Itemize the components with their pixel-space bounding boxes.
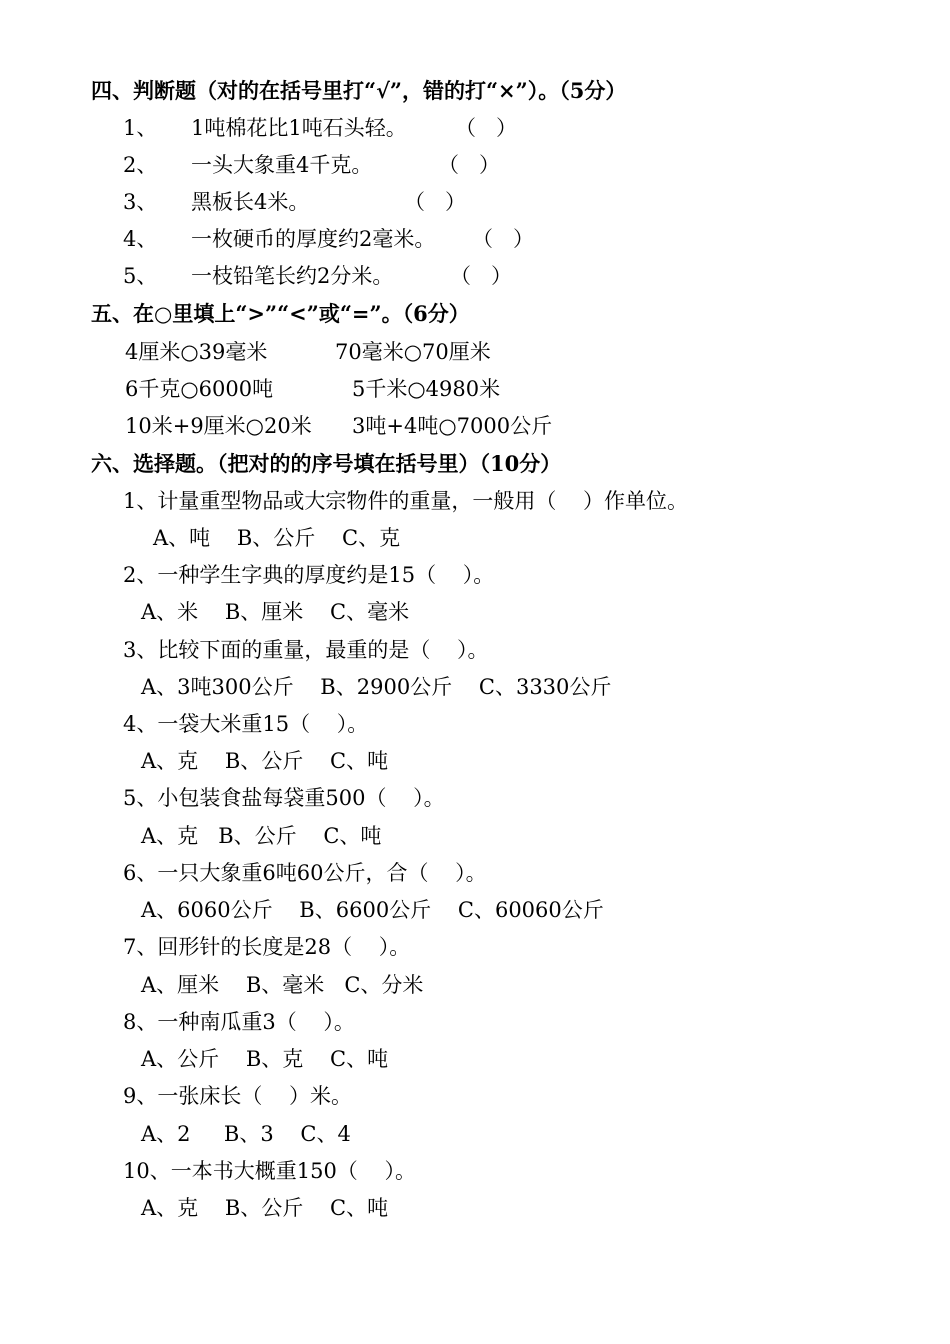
choice-options-1: A、吨 B、公斤 C、克 bbox=[153, 526, 401, 550]
choice-options-8: A、公斤 B、克 C、吨 bbox=[141, 1047, 389, 1071]
judge-item-3-answer-blank[interactable]: （ ） bbox=[404, 190, 467, 214]
compare-row-3-right: 3吨+4吨○7000公斤 bbox=[352, 414, 553, 438]
judge-item-3-number: 3、 bbox=[123, 190, 158, 214]
judge-item-1-number: 1、 bbox=[123, 116, 158, 140]
choice-question-5: 5、小包装食盐每袋重500（ ）。 bbox=[123, 786, 445, 810]
section4-heading: 四、判断题（对的在括号里打“√”，错的打“×”）。（5分） bbox=[91, 78, 627, 103]
judge-item-1-text: 1吨棉花比1吨石头轻。 bbox=[191, 116, 407, 140]
judge-item-2-answer-blank[interactable]: （ ） bbox=[438, 153, 501, 177]
choice-question-10: 10、一本书大概重150（ ）。 bbox=[123, 1159, 417, 1183]
compare-row-2-left: 6千克○6000吨 bbox=[125, 377, 274, 401]
choice-options-2: A、米 B、厘米 C、毫米 bbox=[141, 600, 410, 624]
compare-row-1-right: 70毫米○70厘米 bbox=[335, 340, 491, 364]
judge-item-1-answer-blank[interactable]: （ ） bbox=[455, 116, 518, 140]
judge-item-2-number: 2、 bbox=[123, 153, 158, 177]
choice-question-2: 2、一种学生字典的厚度约是15（ ）。 bbox=[123, 563, 495, 587]
compare-row-2-right: 5千米○4980米 bbox=[352, 377, 501, 401]
choice-question-1: 1、计量重型物品或大宗物件的重量，一般用（ ）作单位。 bbox=[123, 489, 689, 513]
choice-question-6: 6、一只大象重6吨60公斤，合（ ）。 bbox=[123, 861, 487, 885]
choice-options-3: A、3吨300公斤 B、2900公斤 C、3330公斤 bbox=[141, 675, 612, 699]
compare-row-3-left: 10米+9厘米○20米 bbox=[125, 414, 312, 438]
choice-options-5: A、克 B、公斤 C、吨 bbox=[141, 824, 382, 848]
choice-question-3: 3、比较下面的重量，最重的是（ ）。 bbox=[123, 638, 489, 662]
judge-item-5-answer-blank[interactable]: （ ） bbox=[450, 264, 513, 288]
choice-question-7: 7、回形针的长度是28（ ）。 bbox=[123, 935, 411, 959]
compare-row-1-left: 4厘米○39毫米 bbox=[125, 340, 268, 364]
choice-options-7: A、厘米 B、毫米 C、分米 bbox=[141, 973, 424, 997]
choice-options-9: A、2 B、3 C、4 bbox=[141, 1122, 351, 1146]
judge-item-4-answer-blank[interactable]: （ ） bbox=[472, 227, 535, 251]
judge-item-2-text: 一头大象重4千克。 bbox=[191, 153, 373, 177]
choice-question-8: 8、一种南瓜重3（ ）。 bbox=[123, 1010, 355, 1034]
choice-options-10: A、克 B、公斤 C、吨 bbox=[141, 1196, 389, 1220]
judge-item-5-number: 5、 bbox=[123, 264, 158, 288]
judge-item-4-text: 一枚硬币的厚度约2毫米。 bbox=[191, 227, 436, 251]
choice-options-6: A、6060公斤 B、6600公斤 C、60060公斤 bbox=[141, 898, 604, 922]
section5-heading: 五、在○里填上“>”“<”或“=”。（6分） bbox=[91, 301, 470, 326]
judge-item-3-text: 黑板长4米。 bbox=[191, 190, 310, 214]
section6-heading: 六、选择题。（把对的的序号填在括号里）（10分） bbox=[91, 451, 562, 476]
choice-question-4: 4、一袋大米重15（ ）。 bbox=[123, 712, 369, 736]
judge-item-5-text: 一枝铅笔长约2分米。 bbox=[191, 264, 394, 288]
choice-question-9: 9、一张床长（ ）米。 bbox=[123, 1084, 353, 1108]
choice-options-4: A、克 B、公斤 C、吨 bbox=[141, 749, 389, 773]
judge-item-4-number: 4、 bbox=[123, 227, 158, 251]
